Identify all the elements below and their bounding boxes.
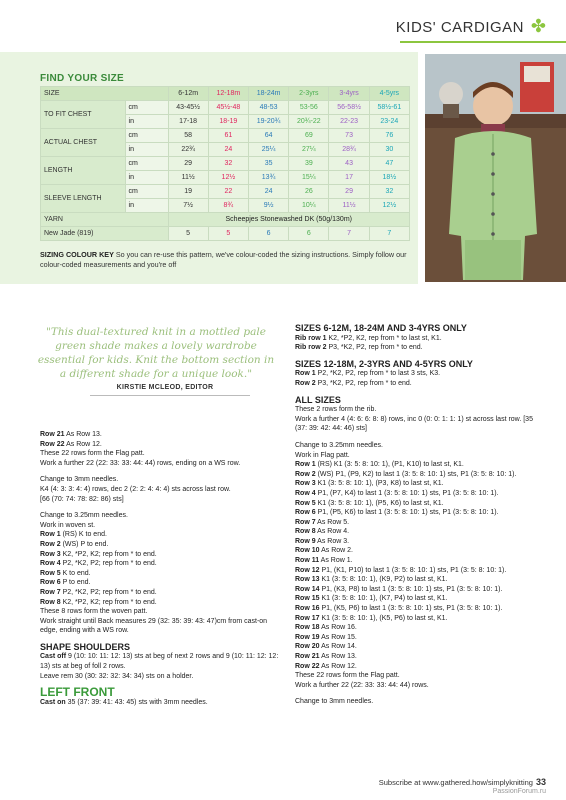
unit: cm	[125, 129, 168, 143]
instruction: Work a further 22 (22: 33: 33: 44: 44) rows, ending on a WS row.	[40, 459, 241, 467]
find-your-size-heading: FIND YOUR SIZE	[40, 73, 125, 84]
instruction: Work in woven st.	[40, 521, 96, 529]
instruction: Change to 3.25mm needles.	[40, 512, 128, 520]
yarn-name: Scheepjes Stonewashed DK (50g/130m)	[168, 213, 409, 227]
cell: 73	[329, 129, 369, 143]
cell: 22-23	[329, 115, 369, 129]
pattern-row: Row 4 P2, *K2, P2; rep from * to end.	[40, 560, 157, 568]
unit: in	[125, 115, 168, 129]
sizing-key-bold: SIZING COLOUR KEY	[40, 250, 114, 259]
cell: 8¾	[208, 199, 248, 213]
pattern-row: Row 1 (RS) K1 (3: 5: 8: 10: 1), (P1, K10) to last st, K1.	[295, 461, 464, 469]
cell: 32	[369, 185, 409, 199]
cell: 45½-48	[208, 101, 248, 115]
page-header	[0, 0, 566, 52]
cell: 47	[369, 157, 409, 171]
pattern-row: Row 22 As Row 12.	[40, 440, 102, 448]
pattern-row: Row 11 As Row 1.	[295, 557, 353, 565]
cell: 20¾-22	[289, 115, 329, 129]
cell: 11½	[168, 171, 208, 185]
cell: 19-20¾	[248, 115, 288, 129]
pattern-row: Row 18 As Row 16.	[295, 624, 357, 632]
cell: 17-18	[168, 115, 208, 129]
shape-shoulders-heading: SHAPE SHOULDERS	[40, 641, 131, 652]
cell: 7	[329, 227, 369, 241]
cell: 28¾	[329, 143, 369, 157]
instruction: Leave rem 30 (30: 32: 32: 34: 34) sts on a holder.	[40, 672, 194, 680]
cell: 24	[208, 143, 248, 157]
cell: 12½	[369, 199, 409, 213]
instruction: K4 (4: 3: 3: 4: 4) rows, dec 2 (2: 2: 4: 4: 4) sts across last row.	[40, 485, 231, 493]
instruction: Work a further 4 (4: 6: 6: 8: 8) rows, inc 0 (0: 0: 1: 1: 1) st across last row. [35 (37: 39: 42: 44: 46) sts]	[295, 415, 533, 433]
sizing-key-text: So you can re-use this pattern, we've colour-coded the sizing instructions. Simply follow our colour-coded measurements and you're off	[40, 250, 407, 269]
cell: 17	[329, 171, 369, 185]
table-row	[41, 157, 410, 171]
table-row	[41, 101, 410, 115]
cell: 7½	[168, 199, 208, 213]
cell: 30	[369, 143, 409, 157]
section-title: KIDS' CARDIGAN	[395, 19, 524, 36]
yarn-label: YARN	[41, 213, 169, 227]
pattern-row: Row 13 K1 (3: 5: 8: 10: 1), (K9, P2) to last st, K1.	[295, 576, 448, 584]
cell: 26	[289, 185, 329, 199]
cell: 61	[208, 129, 248, 143]
cell: 64	[248, 129, 288, 143]
instruction: Change to 3mm needles.	[40, 476, 119, 484]
pattern-row: Row 5 K1 (3: 5: 8: 10: 1), (P5, K6) to last st, K1.	[295, 499, 444, 507]
left-column	[40, 430, 285, 707]
pattern-row: Rib row 1 K2, *P2, K2, rep from * to last st, K1.	[295, 334, 442, 342]
pattern-row: Row 7 P2, *K2, P2; rep from * to end.	[40, 588, 157, 596]
pattern-row: Row 12 P1, (K1, P10) to last 1 (3: 5: 8: 10: 1) sts, P1 (3: 5: 8: 10: 1).	[295, 566, 507, 574]
cell: 6	[289, 227, 329, 241]
pattern-row: Row 16 P1, (K5, P6) to last 1 (3: 5: 8: 10: 1) sts, P1 (3: 5: 8: 10: 1).	[295, 605, 503, 613]
cell: 5	[208, 227, 248, 241]
row-label: LENGTH	[41, 157, 126, 185]
clover-icon: ✤	[530, 16, 546, 36]
cell: 10¼	[289, 199, 329, 213]
shade-label: New Jade (819)	[41, 227, 169, 241]
instruction: These 2 rows form the rib.	[295, 406, 377, 414]
size-col: 3-4yrs	[329, 87, 369, 101]
cell: 22	[208, 185, 248, 199]
size-col: 2-3yrs	[289, 87, 329, 101]
pattern-row: Row 21 As Row 13.	[40, 431, 102, 438]
pattern-row: Row 1 (RS) K to end.	[40, 531, 107, 539]
pattern-row: Row 17 K1 (3: 5: 8: 10: 1), (K5, P6) to last st, K1.	[295, 614, 448, 622]
instruction: Change to 3.25mm needles.	[295, 441, 383, 449]
pattern-row: Row 20 As Row 14.	[295, 643, 357, 651]
unit: in	[125, 171, 168, 185]
instruction: These 8 rows form the woven patt.	[40, 608, 148, 616]
pattern-row: Rib row 2 P3, *K2, P2, rep from * to end.	[295, 344, 423, 352]
cell: 56-58½	[329, 101, 369, 115]
cell: 23-24	[369, 115, 409, 129]
cell: 6	[248, 227, 288, 241]
table-row	[41, 185, 410, 199]
row-label: ACTUAL CHEST	[41, 129, 126, 157]
pattern-row: Row 1 P2, *K2, P2, rep from * to last 3 sts, K3.	[295, 370, 441, 378]
cell: 58½-61	[369, 101, 409, 115]
unit: cm	[125, 101, 168, 115]
instruction: Work a further 22 (22: 33: 33: 44: 44) rows.	[295, 681, 429, 689]
watermark-credit: PassionForum.ru	[492, 788, 546, 795]
pattern-row: Row 4 P1, (P7, K4) to last 1 (3: 5: 8: 10: 1) sts, P1 (3: 5: 8: 10: 1).	[295, 489, 499, 497]
pattern-row: Row 2 P3, *K2, P2, rep from * to end.	[295, 379, 412, 387]
quote-rule	[90, 395, 250, 396]
pattern-row: Row 21 As Row 13.	[295, 653, 357, 660]
cell: 43	[329, 157, 369, 171]
footer	[379, 777, 546, 787]
pattern-row: Row 10 As Row 2.	[295, 547, 353, 555]
pattern-row: Row 8 As Row 4.	[295, 528, 350, 536]
instruction: These 22 rows form the Flag patt.	[40, 450, 145, 458]
cell: 9½	[248, 199, 288, 213]
pattern-row: Row 6 P1, (P5, K6) to last 1 (3: 5: 8: 10: 1) sts, P1 (3: 5: 8: 10: 1).	[295, 509, 499, 517]
pattern-row: Row 3 K1 (3: 5: 8: 10: 1), (P3, K8) to last st, K1.	[295, 480, 444, 488]
pattern-row: Row 19 As Row 15.	[295, 633, 357, 641]
size-col: 18-24m	[248, 87, 288, 101]
table-row	[41, 87, 410, 101]
pattern-row: Row 2 (WS) P1, (P9, K2) to last 1 (3: 5: 8: 10: 1) sts, P1 (3: 5: 8: 10: 1).	[295, 470, 517, 478]
table-row	[41, 227, 410, 241]
page-number: 33	[535, 777, 546, 787]
pull-quote: "This dual-textured knit in a mottled pale green shade makes a lovely wardrobe essential for kids. Knit the bottom section in a different shade for a unique look."	[37, 326, 275, 380]
cell: 25¼	[248, 143, 288, 157]
pattern-row: Row 2 (WS) P to end.	[40, 540, 109, 548]
subscribe-link[interactable]: Subscribe at www.gathered.how/simplyknitting	[378, 778, 533, 787]
flag-rows	[295, 460, 545, 671]
size-header: SIZE	[41, 87, 169, 101]
cell: 43-45½	[168, 101, 208, 115]
cell: 24	[248, 185, 288, 199]
pattern-row: Row 7 As Row 5.	[295, 518, 350, 526]
table-row	[41, 129, 410, 143]
instruction: Change to 3mm needles.	[295, 698, 374, 706]
sizes-heading-2: SIZES 12-18M, 2-3YRS AND 4-5YRS ONLY	[295, 358, 473, 369]
row-label: TO FIT CHEST	[41, 101, 126, 129]
child-photo	[425, 54, 566, 282]
row-label: SLEEVE LENGTH	[41, 185, 126, 213]
pattern-row: Row 15 K1 (3: 5: 8: 10: 1), (K7, P4) to last st, K1.	[295, 595, 448, 603]
instruction: Work in Flag patt.	[295, 451, 350, 459]
cell: 11½	[329, 199, 369, 213]
instruction: Cast off 9 (10: 10: 11: 12: 13) sts at beg of next 2 rows and 9 (10: 11: 12: 12: 13) sts at beg of foll 2 rows.	[40, 653, 279, 671]
size-table	[40, 86, 410, 241]
instruction: Cast on 35 (37: 39: 41: 43: 45) sts with 3mm needles.	[40, 698, 208, 706]
cell: 22¾	[168, 143, 208, 157]
header-rule	[400, 41, 566, 43]
pattern-row: Row 6 P to end.	[40, 579, 91, 587]
size-col: 4-5yrs	[369, 87, 409, 101]
cell: 7	[369, 227, 409, 241]
cell: 76	[369, 129, 409, 143]
unit: cm	[125, 157, 168, 171]
cell: 35	[248, 157, 288, 171]
cell: 29	[168, 157, 208, 171]
cell: 18-19	[208, 115, 248, 129]
instruction: Work straight until Back measures 29 (32: 35: 39: 43: 47)cm from cast-on edge, ending with a WS row.	[40, 617, 268, 635]
cell: 53-56	[289, 101, 329, 115]
cell: 29	[329, 185, 369, 199]
cell: 39	[289, 157, 329, 171]
cell: 32	[208, 157, 248, 171]
cell: 18½	[369, 171, 409, 185]
quote-author: KIRSTIE MCLEOD, EDITOR	[116, 384, 214, 391]
pattern-row: Row 22 As Row 12.	[295, 662, 357, 670]
child-in-cardigan-illustration	[425, 54, 566, 282]
pattern-row: Row 8 K2, *P2, K2; rep from * to end.	[40, 598, 157, 606]
unit: cm	[125, 185, 168, 199]
cell: 58	[168, 129, 208, 143]
cell: 69	[289, 129, 329, 143]
all-sizes-heading: ALL SIZES	[295, 394, 341, 405]
instruction: [66 (70: 74: 78: 82: 86) sts]	[40, 495, 124, 503]
cell: 12½	[208, 171, 248, 185]
pattern-row: Row 9 As Row 3.	[295, 537, 350, 545]
cell: 15¼	[289, 171, 329, 185]
cell: 5	[168, 227, 208, 241]
instruction: These 22 rows form the Flag patt.	[295, 672, 400, 680]
cell: 48-53	[248, 101, 288, 115]
table-row	[41, 213, 410, 227]
left-front-heading: LEFT FRONT	[40, 685, 115, 700]
sizing-colour-key	[40, 250, 410, 270]
pattern-row: Row 5 K to end.	[40, 569, 91, 577]
size-col: 6-12m	[168, 87, 208, 101]
cell: 13¾	[248, 171, 288, 185]
unit: in	[125, 143, 168, 157]
sizes-heading-1: SIZES 6-12M, 18-24M AND 3-4YRS ONLY	[295, 323, 467, 333]
right-column	[295, 324, 545, 707]
unit: in	[125, 199, 168, 213]
pattern-row: Row 3 K2, *P2, K2; rep from * to end.	[40, 550, 157, 558]
pattern-row: Row 14 P1, (K3, P8) to last 1 (3: 5: 8: 10: 1) sts, P1 (3: 5: 8: 10: 1).	[295, 585, 503, 593]
size-col: 12-18m	[208, 87, 248, 101]
cell: 27¼	[289, 143, 329, 157]
cell: 19	[168, 185, 208, 199]
